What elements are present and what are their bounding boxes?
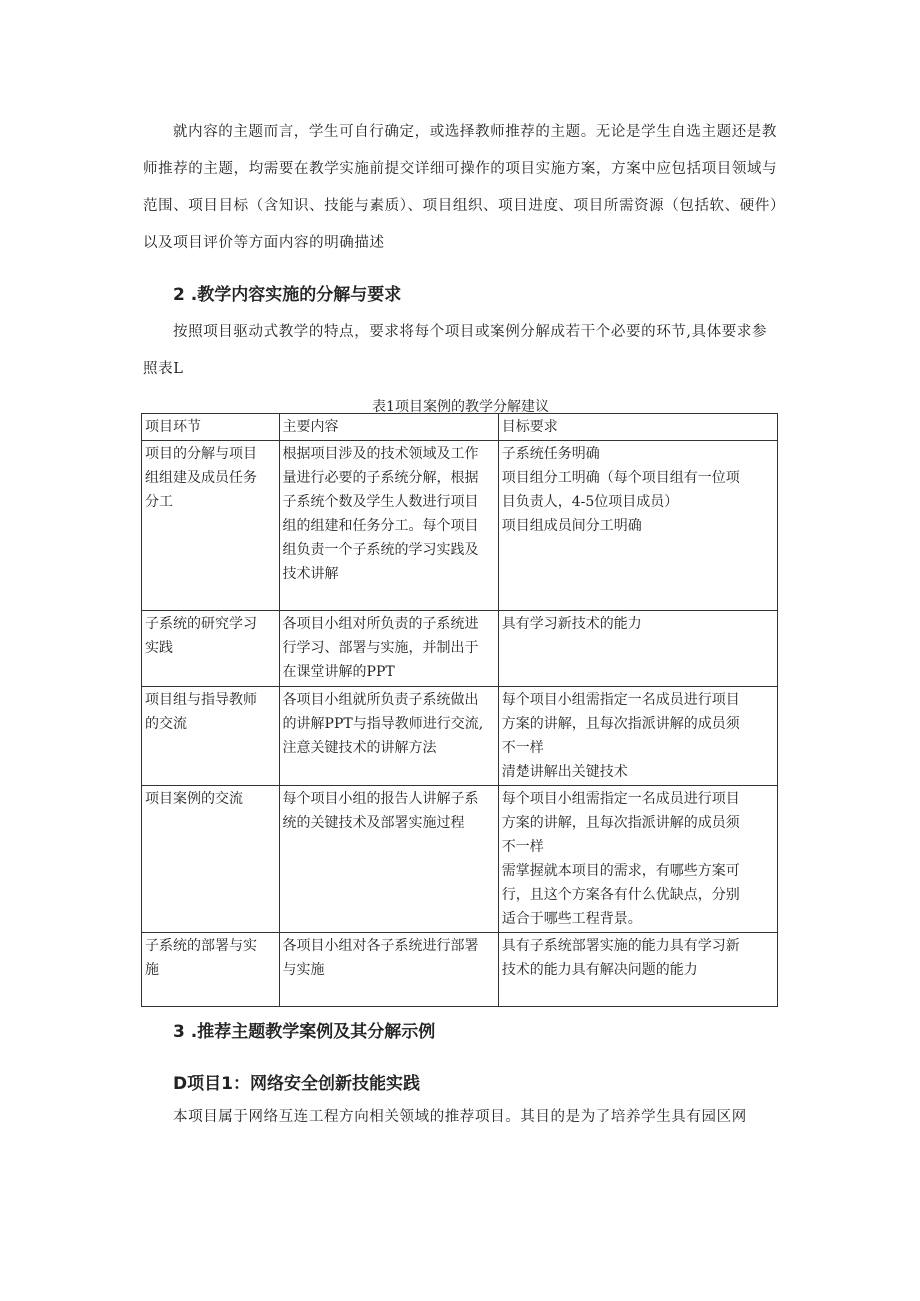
cell-content <box>279 441 498 611</box>
cell-content <box>279 786 498 933</box>
cell-content <box>279 687 498 786</box>
cell-goals <box>498 687 777 786</box>
cell-line: 技术讲解 <box>282 566 339 582</box>
cell-line: 组负责一个子系统的学习实践及 <box>282 542 479 558</box>
cell-line: 组的组建和任务分工。每个项目 <box>282 518 479 534</box>
section-3-heading: 3 .推荐主题教学案例及其分解示例 <box>173 1022 436 1042</box>
cell-line: 子系统的研究学习 <box>145 616 257 632</box>
intro-line-4: 以及项目评价等方面内容的明确描述 <box>143 235 385 251</box>
table-caption: 表1项目案例的教学分解建议 <box>372 399 549 415</box>
cell-line: 子系统的部署与实 <box>145 938 257 954</box>
cell-line: 实践 <box>145 640 173 656</box>
cell-line: 技术的能力具有解决问题的能力 <box>501 962 698 978</box>
cell-line: 每个项目小组的报告人讲解子系 <box>282 791 479 807</box>
cell-line: 方案的讲解，且每次指派讲解的成员须 <box>501 716 740 732</box>
cell-line: 每个项目小组需指定一名成员进行项目 <box>501 791 740 807</box>
section-2-line-2: 照表L <box>143 361 184 377</box>
cell-line: 具有学习新技术的能力 <box>501 616 642 632</box>
cell-goals <box>498 611 777 687</box>
header-content: 主要内容 <box>279 414 498 441</box>
intro-paragraph <box>143 114 793 262</box>
cell-line: 项目组与指导教师 <box>145 692 257 708</box>
cell-line: 需掌握就本项目的需求，有哪些方案可 <box>501 863 740 879</box>
cell-line: 子系统个数及学生人数进行项目 <box>282 494 479 510</box>
intro-line-3: 范围、项目目标（含知识、技能与素质）、项目组织、项目进度、项目所需资源（包括软、硬件） <box>143 198 786 214</box>
cell-line: 项目的分解与项目 <box>145 446 257 462</box>
project-1-line-1: 本项目属于网络互连工程方向相关领域的推荐项目。其目的是为了培养学生具有园区网 <box>173 1109 747 1125</box>
header-goals: 目标要求 <box>498 414 777 441</box>
cell-line: 具有子系统部署实施的能力具有学习新 <box>501 938 740 954</box>
project-1-heading: D项目1：网络安全创新技能实践 <box>173 1074 420 1094</box>
cell-line: 子系统任务明确 <box>501 446 600 462</box>
cell-line: 不一样 <box>501 740 544 756</box>
cell-line: 各项目小组对所负责的子系统进 <box>282 616 479 632</box>
cell-goals <box>498 786 777 933</box>
table-row <box>142 933 778 1007</box>
cell-stage <box>142 611 280 687</box>
cell-line: 分工 <box>145 494 173 510</box>
table-row <box>142 786 778 933</box>
section-2-paragraph <box>143 314 793 388</box>
cell-line: 不一样 <box>501 839 544 855</box>
table-row <box>142 687 778 786</box>
cell-line: 各项目小组对各子系统进行部署 <box>282 938 479 954</box>
intro-line-2: 师推荐的主题，均需要在教学实施前提交详细可操作的项目实施方案，方案中应包括项目领域与 <box>143 161 778 177</box>
cell-line: 量进行必要的子系统分解，根据 <box>282 470 479 486</box>
cell-line: 统的关键技术及部署实施过程 <box>282 815 465 831</box>
cell-line: 的讲解PPT与指导教师进行交流, <box>282 716 484 732</box>
cell-goals <box>498 441 777 611</box>
cell-line: 项目组成员间分工明确 <box>501 518 642 534</box>
cell-line: 各项目小组就所负责子系统做出 <box>282 692 479 708</box>
table-row <box>142 441 778 611</box>
table-row <box>142 611 778 687</box>
cell-line: 每个项目小组需指定一名成员进行项目 <box>501 692 740 708</box>
cell-line: 行学习、部署与实施，并制出于 <box>282 640 479 656</box>
cell-content <box>279 611 498 687</box>
cell-line: 行，且这个方案各有什么优缺点，分别 <box>501 887 740 903</box>
cell-line: 项目案例的交流 <box>145 791 243 807</box>
cell-stage <box>142 441 280 611</box>
cell-line: 施 <box>145 962 159 978</box>
header-stage: 项目环节 <box>142 414 280 441</box>
table-header-row <box>142 414 778 441</box>
cell-goals <box>498 933 777 1007</box>
cell-content <box>279 933 498 1007</box>
cell-line: 根据项目涉及的技术领域及工作 <box>282 446 479 462</box>
cell-line: 目负责人，4-5位项目成员） <box>501 494 679 510</box>
cell-stage <box>142 786 280 933</box>
cell-stage <box>142 687 280 786</box>
project-1-paragraph <box>143 1099 793 1136</box>
section-2-heading: 2 .教学内容实施的分解与要求 <box>173 285 402 305</box>
cell-line: 方案的讲解，且每次指派讲解的成员须 <box>501 815 740 831</box>
cell-line: 项目组分工明确（每个项目组有一位项 <box>501 470 740 486</box>
cell-line: 与实施 <box>282 962 325 978</box>
cell-line: 组组建及成员任务 <box>145 470 257 486</box>
intro-line-1: 就内容的主题而言，学生可自行确定，或选择教师推荐的主题。无论是学生自选主题还是教 <box>173 124 777 140</box>
teaching-breakdown-table <box>141 413 778 1007</box>
section-2-line-1: 按照项目驱动式教学的特点，要求将每个项目或案例分解成若干个必要的环节,具体要求参 <box>173 324 768 340</box>
cell-line: 清楚讲解出关键技术 <box>501 764 628 780</box>
cell-stage <box>142 933 280 1007</box>
cell-line: 适合于哪些工程背景。 <box>501 911 642 927</box>
cell-line: 在课堂讲解的PPT <box>282 664 395 680</box>
cell-line: 注意关键技术的讲解方法 <box>282 740 437 756</box>
cell-line: 的交流 <box>145 716 187 732</box>
